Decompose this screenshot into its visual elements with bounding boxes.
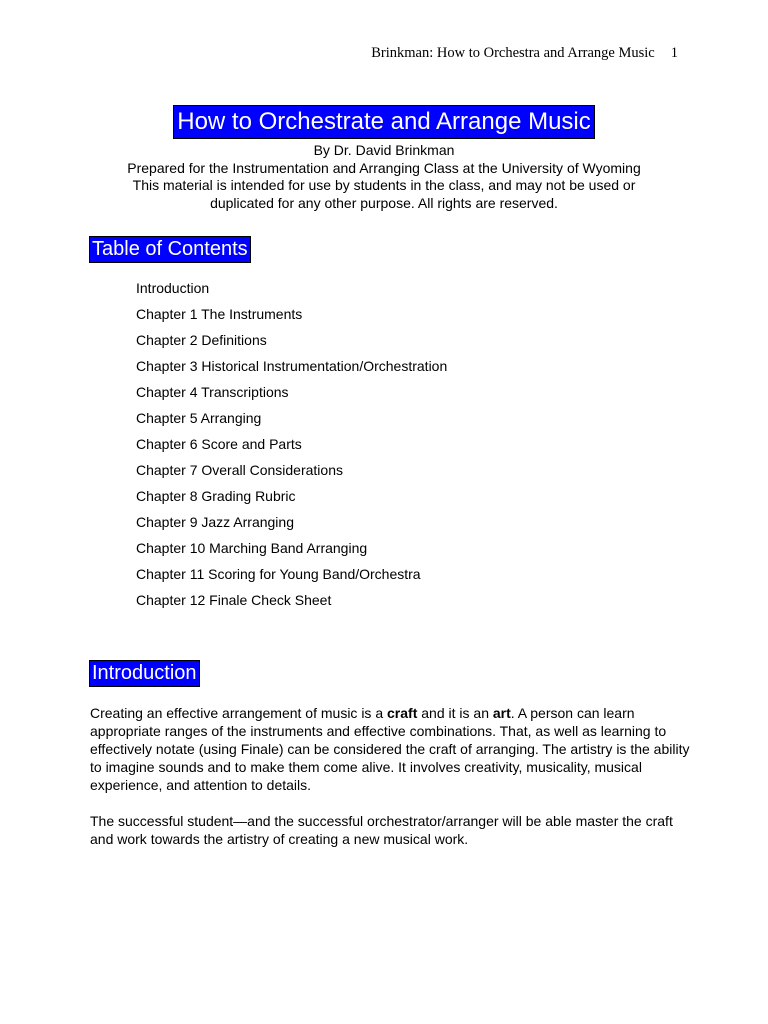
toc-item-chapter-8: Chapter 8 Grading Rubric xyxy=(136,488,296,504)
author-line: By Dr. David Brinkman xyxy=(313,142,455,158)
toc-item-chapter-5: Chapter 5 Arranging xyxy=(136,410,262,426)
introduction-paragraph-1 xyxy=(90,704,690,794)
toc-heading: Table of Contents xyxy=(92,238,248,260)
page-number: 1 xyxy=(670,45,678,61)
toc-item-chapter-9: Chapter 9 Jazz Arranging xyxy=(136,514,294,530)
toc-item-chapter-11: Chapter 11 Scoring for Young Band/Orchestra xyxy=(136,566,421,582)
toc-item-chapter-1: Chapter 1 The Instruments xyxy=(136,306,303,322)
emphasis-art: art xyxy=(492,705,511,721)
notice-line-2: duplicated for any other purpose. All rights are reserved. xyxy=(210,194,558,211)
toc-item-chapter-6: Chapter 6 Score and Parts xyxy=(136,436,302,452)
document-title: How to Orchestrate and Arrange Music xyxy=(174,106,594,138)
intro-text-segment: . A person can learn appropriate ranges of the instruments and effective combinations. That, as well as learning to effectively notate (using Finale) can be considered the craft of arranging. The artistry is the ability to imagine sounds and to make them come alive. It involves creativity, musicality, musical experience, and attention to details. xyxy=(90,705,690,793)
prepared-for-line: Prepared for the Instrumentation and Arranging Class at the University of Wyoming xyxy=(127,159,641,176)
running-header xyxy=(371,45,678,62)
intro-text-segment: Creating an effective arrangement of music is a xyxy=(90,705,388,721)
introduction-paragraph-2: The successful student—and the successful orchestrator/arranger will be able master the craft and work towards the artistry of creating a new musical work. xyxy=(90,813,673,847)
toc-item-chapter-2: Chapter 2 Definitions xyxy=(136,332,267,348)
notice-line-1: This material is intended for use by students in the class, and may not be used or xyxy=(132,177,636,193)
title-block xyxy=(0,106,768,212)
introduction-body xyxy=(90,704,690,866)
title-subtext xyxy=(0,142,768,212)
intro-text-segment: and it is an xyxy=(417,705,493,721)
running-title: Brinkman: How to Orchestra and Arrange Music xyxy=(371,45,655,61)
toc-list xyxy=(136,279,447,617)
toc-item-chapter-4: Chapter 4 Transcriptions xyxy=(136,384,289,400)
emphasis-craft: craft xyxy=(387,705,418,721)
toc-item-chapter-12: Chapter 12 Finale Check Sheet xyxy=(136,592,332,608)
toc-item-chapter-7: Chapter 7 Overall Considerations xyxy=(136,462,343,478)
introduction-heading: Introduction xyxy=(92,662,197,684)
toc-item-chapter-3: Chapter 3 Historical Instrumentation/Orchestration xyxy=(136,358,448,374)
toc-item-introduction: Introduction xyxy=(136,280,210,296)
toc-item-chapter-10: Chapter 10 Marching Band Arranging xyxy=(136,540,368,556)
